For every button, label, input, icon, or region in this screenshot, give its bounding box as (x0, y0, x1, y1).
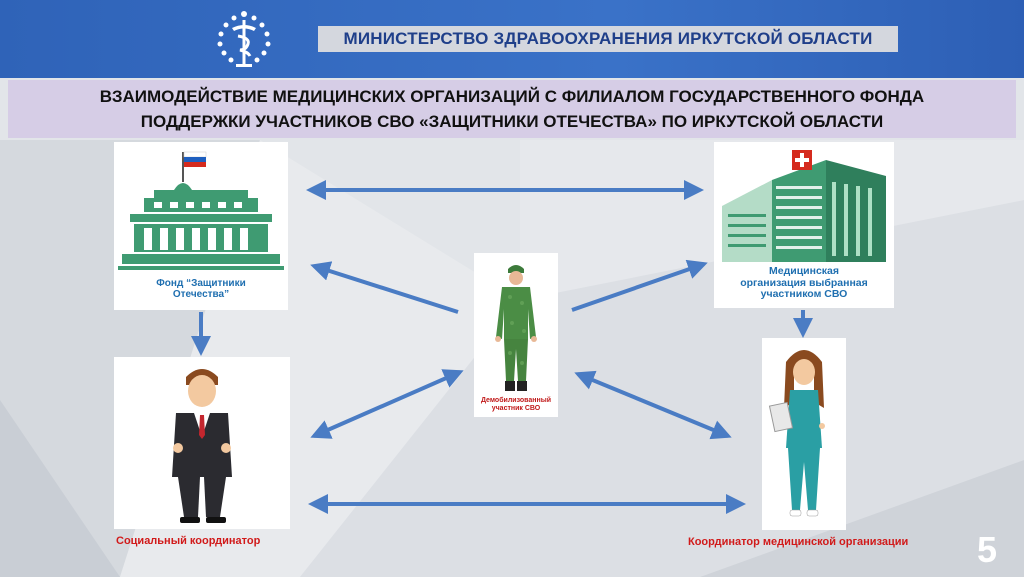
nurse-figure-icon (762, 338, 846, 530)
soldier-label-line2: участник СВО (491, 405, 541, 412)
social-coordinator-card (114, 357, 290, 529)
medical-emblem-icon (210, 6, 278, 72)
soldier-card (474, 253, 558, 417)
clinic-card (714, 142, 894, 308)
clinic-label-line1: Медицинская (768, 265, 840, 277)
soldier-label-line1: Демобилизованный (480, 397, 552, 404)
clinic-label-line3: участником СВО (760, 288, 848, 300)
medical-coordinator-label: Координатор медицинской организации (688, 536, 909, 548)
medical-coordinator-card (762, 338, 846, 530)
businessman-figure-icon (114, 357, 290, 529)
page-title-line2: ПОДДЕРЖКИ УЧАСТНИКОВ СВО «ЗАЩИТНИКИ ОТЕЧЕСТВА» ПО ИРКУТСКОЙ ОБЛАСТИ (140, 112, 884, 131)
soldier-figure-icon (474, 253, 558, 417)
page-title-line1: ВЗАИМОДЕЙСТВИЕ МЕДИЦИНСКИХ ОРГАНИЗАЦИЙ С ФИЛИАЛОМ ГОСУДАРСТВЕННОГО ФОНДА (99, 87, 925, 106)
fund-card (114, 142, 288, 310)
fund-label-line2: Отечества” (172, 289, 230, 300)
fund-label-line1: Фонд “Защитники (156, 278, 246, 289)
clinic-label-line2: организация выбранная (740, 276, 868, 289)
page-title (8, 80, 1016, 138)
social-coordinator-label: Социальный координатор (116, 535, 261, 547)
ministry-name: МИНИСТЕРСТВО ЗДРАВООХРАНЕНИЯ ИРКУТСКОЙ ОБЛАСТИ (318, 26, 898, 52)
page-number: 5 (977, 529, 998, 570)
header-bar (0, 0, 1024, 78)
